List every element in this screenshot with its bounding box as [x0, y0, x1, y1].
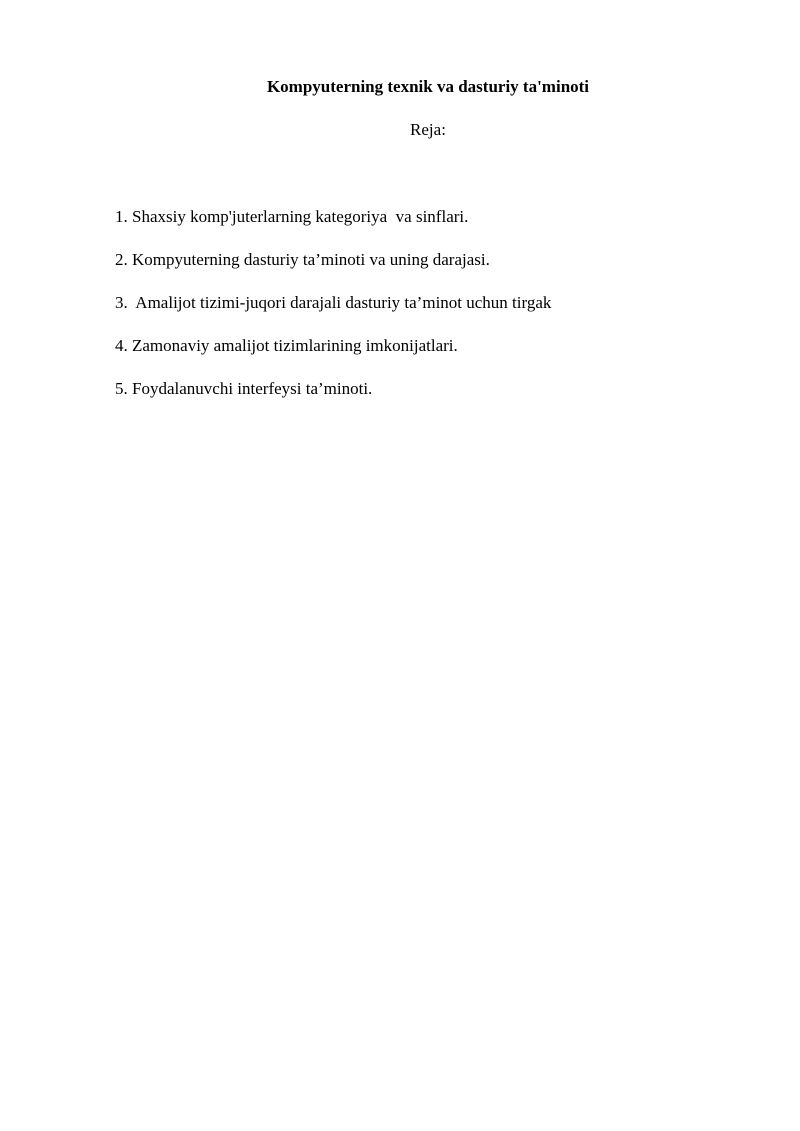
- plan-list: [115, 206, 551, 421]
- plan-item: 5. Foydalanuvchi interfeysi ta’minoti.: [115, 379, 373, 398]
- plan-item: 3. Amalijot tizimi-juqori darajali dasturiy ta’minot uchun tirgak: [115, 293, 552, 312]
- plan-item: 2. Kompyuterning dasturiy ta’minoti va uning darajasi.: [115, 250, 490, 269]
- plan-item: 1. Shaxsiy komp'juterlarning kategoriya va sinflari.: [115, 207, 469, 226]
- plan-heading: Reja:: [410, 120, 446, 139]
- plan-item: 4. Zamonaviy amalijot tizimlarining imkonijatlari.: [115, 336, 458, 355]
- document-title: Kompyuterning texnik va dasturiy ta'minoti: [266, 77, 590, 96]
